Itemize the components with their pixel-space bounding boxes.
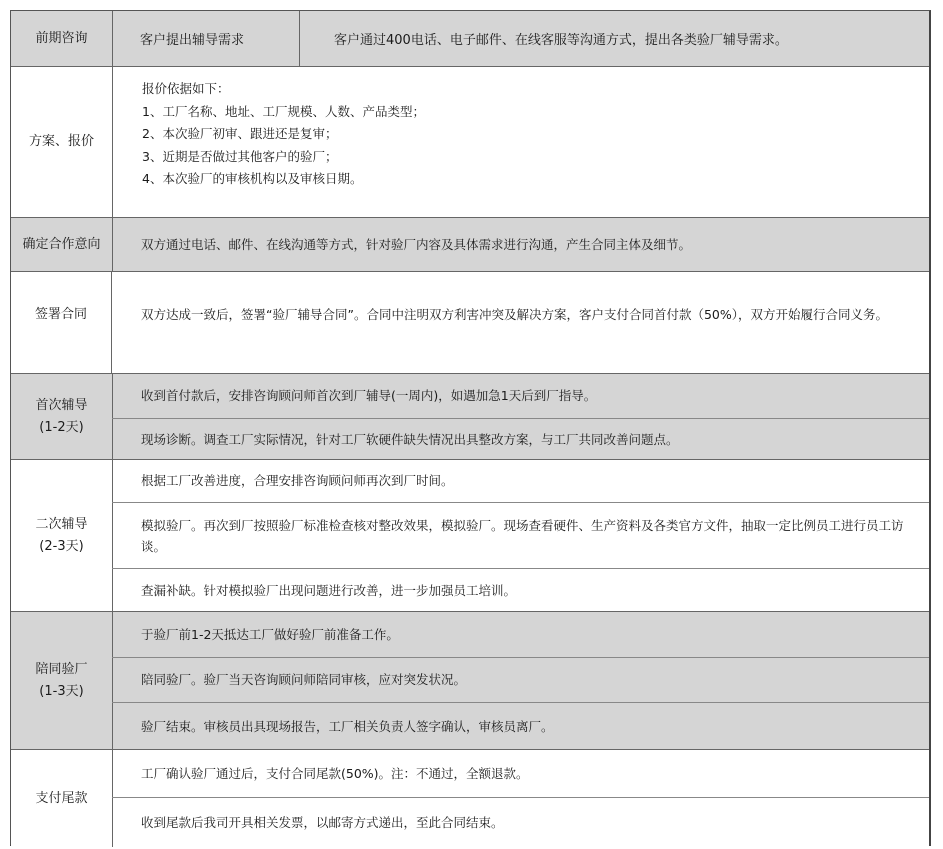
row-content bbox=[112, 218, 929, 271]
list-item: 报价依据如下： bbox=[142, 81, 230, 96]
row-content bbox=[112, 67, 929, 217]
row-final-payment bbox=[11, 750, 929, 847]
row-text: 客户通过400电话、电子邮件、在线客服等沟通方式，提出各类验厂辅导需求。 bbox=[334, 33, 788, 48]
list-item: 3、近期是否做过其他客户的验厂； bbox=[142, 148, 338, 164]
row-label bbox=[11, 460, 113, 611]
row-duration: (1-3天) bbox=[39, 683, 84, 699]
row-label: 签署合同 bbox=[11, 272, 112, 373]
step-item: 于验厂前1-2天抵达工厂做好验厂前准备工作。 bbox=[141, 626, 399, 642]
step-item: 收到尾款后我司开具相关发票，以邮寄方式递出，至此合同结束。 bbox=[112, 797, 929, 847]
list-item: 2、本次验厂初审、跟进还是复审； bbox=[142, 126, 338, 141]
step-item: 根据工厂改善进度，合理安排咨询顾问师再次到厂时间。 bbox=[141, 473, 454, 488]
row-title: 客户提出辅导需求 bbox=[112, 11, 300, 66]
row-first-coaching bbox=[11, 374, 929, 460]
list-item: 4、本次验厂的审核机构以及审核日期。 bbox=[142, 171, 363, 186]
step-item: 查漏补缺。针对模拟验厂出现问题进行改善，进一步加强员工培训。 bbox=[112, 568, 929, 612]
row-audit-accompany bbox=[11, 612, 929, 750]
row-duration: (1-2天) bbox=[39, 419, 84, 435]
step-item: 收到首付款后，安排咨询顾问师首次到厂辅导(一周内)，如遇加急1天后到厂指导。 bbox=[141, 388, 597, 403]
quotation-basis-list bbox=[112, 67, 929, 191]
row-content bbox=[112, 272, 929, 373]
row-content bbox=[112, 750, 929, 847]
row-contract bbox=[11, 272, 929, 374]
row-duration: (2-3天) bbox=[39, 538, 84, 554]
step-item: 现场诊断。调查工厂实际情况，针对工厂软硬件缺失情况出具整改方案，与工厂共同改善问题点。 bbox=[112, 418, 929, 460]
step-item: 模拟验厂。再次到厂按照验厂标准检查核对整改效果，模拟验厂。现场查看硬件、生产资料及各类官方文件，抽取一定比例员工进行员工访谈。 bbox=[112, 502, 929, 568]
row-label: 前期咨询 bbox=[11, 11, 113, 66]
row-label: 方案、报价 bbox=[11, 67, 113, 217]
row-cooperation-intent bbox=[11, 218, 929, 272]
row-text: 双方达成一致后，签署“验厂辅导合同”。合同中注明双方利害冲突及解决方案，客户支付合同首付款（50%），双方开始履行合同义务。 bbox=[141, 307, 888, 322]
step-item: 验厂结束。审核员出具现场报告，工厂相关负责人签字确认，审核员离厂。 bbox=[112, 702, 929, 750]
row-consultation bbox=[11, 11, 929, 67]
service-process-table bbox=[10, 10, 931, 846]
row-content bbox=[112, 374, 929, 459]
row-content bbox=[112, 460, 929, 611]
row-label bbox=[11, 374, 113, 459]
row-quotation bbox=[11, 67, 929, 218]
row-label: 支付尾款 bbox=[11, 750, 113, 847]
row-second-coaching bbox=[11, 460, 929, 612]
row-label-text: 首次辅导 bbox=[35, 397, 88, 413]
row-text: 双方通过电话、邮件、在线沟通等方式，针对验厂内容及具体需求进行沟通，产生合同主体及细节。 bbox=[141, 236, 692, 252]
row-content bbox=[112, 612, 929, 749]
row-label-text: 二次辅导 bbox=[35, 516, 88, 532]
row-label bbox=[11, 612, 113, 749]
row-label-text: 陪同验厂 bbox=[35, 661, 88, 677]
step-item: 陪同验厂。验厂当天咨询顾问师陪同审核，应对突发状况。 bbox=[112, 657, 929, 702]
row-label: 确定合作意向 bbox=[11, 218, 113, 271]
step-item: 工厂确认验厂通过后，支付合同尾款(50%)。注：不通过，全额退款。 bbox=[141, 765, 529, 781]
row-content bbox=[112, 11, 929, 66]
list-item: 1、工厂名称、地址、工厂规模、人数、产品类型； bbox=[142, 103, 425, 119]
